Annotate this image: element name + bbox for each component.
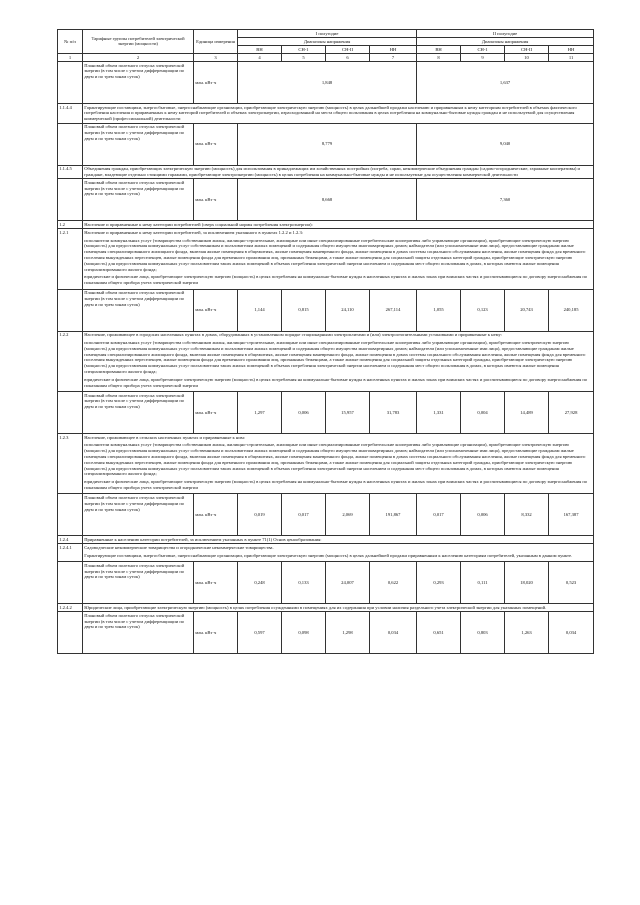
category-text: Юридические лица, приобретающие электрическую энергию (мощность) в целях потребления осужденными в помещениях для их содержания при условии наличия раздельного учета электрической энергии для указанных помещений. <box>83 604 594 612</box>
volume-row <box>58 289 594 331</box>
value-sn1-1: 0,006 <box>282 392 326 434</box>
volume-label: Плановый объем полезного отпуска электрической энергии (в том числе с учетом дифференциации по двум и по трем зонам суток) <box>83 392 194 434</box>
row-number: 1.2.4.2 <box>58 604 83 612</box>
category-text <box>83 331 594 391</box>
value-nn-1: 0,034 <box>370 612 417 654</box>
header-row-1 <box>58 30 594 38</box>
category-paragraph: исполнители коммунальных услуг (товарищества собственников жилья, жилищно-строительные, жилищные или иные специализированные потребительские кооперативы либо управляющие организации), приобретающие электрическую энергию (мощность) для предоставления коммунальных услуг собственникам и пользователям жилых помещений и содержания общего имущества многоквартирных домов; наймодатели (или уполномоченные ими лица), предоставляющие гражданам жилые помещения специализированного жилищного фонда, включая жилые помещения в общежитиях, жилые помещения маневренного фонда, жилые помещения в домах системы социального обслуживания населения, жилые помещения фонда для временного поселения вынужденных переселенцев, жилые помещения фонда для временного проживания лиц, признанных беженцами, а также жилые помещения для социальной защиты отдельных категорий граждан, приобретающие электрическую энергию (мощность) для предоставления коммунальных услуг пользователям таких жилых помещений в объемах потребления электрической энергии населением и содержания мест общего пользования в домах, в которых имеются жилые помещения специализированного жилого фонда; <box>84 442 586 477</box>
unit-cell: млн. кВт·ч <box>194 123 238 165</box>
value-sn2-2: 14,489 <box>505 392 549 434</box>
row-number <box>58 392 83 434</box>
category-text: Население и приравненные к нему категории потребителей (сверх социальной нормы потребления электроэнергии): <box>83 221 594 229</box>
value-vn-1: 0,019 <box>238 494 282 536</box>
header-unit: Единица измерения <box>194 30 238 54</box>
header-group: Тарифные группы потребителей электрической энергии (мощности) <box>83 30 194 54</box>
value-sn2-2: 18,020 <box>505 562 549 604</box>
unit-cell: млн. кВт·ч <box>194 61 238 103</box>
value-nn-2: 27,928 <box>549 392 594 434</box>
category-text: Объединения граждан, приобретающих электрическую энергию (мощность) для использования в принадлежащих им хозяйственных постройках (погреба, сараи, некоммерческие объединения граждан (садово-огороднические, гаражные кооперативы) и граждане, владеющие отдельно стоящими гаражами, приобретающие электроэнергию (мощность) в целях потребления на коммунально-бытовые нужды и не используемые для осуществления коммерческой деятельности <box>83 165 594 179</box>
volume-label: Плановый объем полезного отпуска электрической энергии (в том числе с учетом дифференциации по двум и по трем зонам суток) <box>83 494 194 536</box>
value-sn1-2: 0,123 <box>461 289 505 331</box>
value-vn-2: 0,293 <box>417 562 461 604</box>
header-num: № п/п <box>58 30 83 54</box>
header-nn-1: НН <box>370 45 417 53</box>
row-number <box>58 289 83 331</box>
unit-cell: млн. кВт·ч <box>194 562 238 604</box>
row-number: 1.2.3 <box>58 434 83 494</box>
value-sn2-1: 24,110 <box>326 289 370 331</box>
header-sn2-2: СН-II <box>505 45 549 53</box>
category-row <box>58 165 594 179</box>
column-number-row <box>58 53 594 61</box>
value-sn2-2: 1,263 <box>505 612 549 654</box>
volume-label: Плановый объем полезного отпуска электрической энергии (в том числе с учетом дифференциации по двум и по трем зонам суток) <box>83 179 194 221</box>
row-number: 1.2 <box>58 221 83 229</box>
value-half-1: 8,668 <box>238 179 417 221</box>
category-paragraph: Население, проживающее в сельских населенных пунктах и приравненные к ним: <box>84 434 246 440</box>
category-row <box>58 544 594 562</box>
category-paragraph: юридические и физические лица, приобретающие электрическую энергию (мощность) в целях потребления на коммунально-бытовые нужды в населенных пунктах и жилых зонах при воинских частях и рассчитывающиеся по договору энергоснабжения по показаниям общего прибора учета электрической энергии <box>84 479 588 490</box>
value-half-2: 7,360 <box>417 179 594 221</box>
category-paragraph: Население и приравненные к нему категории потребителей, за исключением указанного в пунктах 1.2.2 и 1.2.3: <box>84 229 304 235</box>
category-text <box>83 544 594 562</box>
volume-row <box>58 494 594 536</box>
value-half-1: 8,779 <box>238 123 417 165</box>
col-number: 2 <box>83 53 194 61</box>
value-half-2: 9,040 <box>417 123 594 165</box>
volume-label: Плановый объем полезного отпуска электрической энергии (в том числе с учетом дифференциации по двум и по трем зонам суток) <box>83 123 194 165</box>
unit-cell: млн. кВт·ч <box>194 612 238 654</box>
value-sn2-1: 15,957 <box>326 392 370 434</box>
row-number: 1.2.2 <box>58 331 83 391</box>
value-sn1-1: 0,098 <box>282 612 326 654</box>
volume-row <box>58 392 594 434</box>
row-number <box>58 612 83 654</box>
row-number: 1.2.1 <box>58 229 83 289</box>
value-vn-2: 1,055 <box>417 289 461 331</box>
value-vn-2: 0,017 <box>417 494 461 536</box>
volume-row <box>58 612 594 654</box>
category-text: Приравненные к населению категории потребителей, за исключением указанных в пункте 71(1) Основ ценообразования: <box>83 536 594 544</box>
category-row <box>58 229 594 289</box>
col-number: 10 <box>505 53 549 61</box>
row-number: 1.2.4.1 <box>58 544 83 562</box>
col-number: 7 <box>370 53 417 61</box>
value-vn-1: 0,597 <box>238 612 282 654</box>
category-text: Гарантирующие поставщики, энергосбытовые, энергоснабжающие организации, приобретающие электрическую энергию (мощность) в целях дальнейшей продажи населению и приравненным к нему категориям потребителей в объемах фактического потребления населения и приравненных к нему категорий потребителей и объемах электроэнергии, израсходованной на места общего пользования в целях потребления на коммунально-бытовые нужды граждан и не используемой для осуществления коммерческой (профессиональной) деятельности <box>83 103 594 123</box>
row-number <box>58 562 83 604</box>
col-number: 8 <box>417 53 461 61</box>
category-row <box>58 604 594 612</box>
row-number: 1.2.4 <box>58 536 83 544</box>
value-sn1-2: 0,004 <box>461 392 505 434</box>
value-vn-2: 0,651 <box>417 612 461 654</box>
header-sn1-2: СН-1 <box>461 45 505 53</box>
category-paragraph: юридические и физические лица, приобретающие электрическую энергию (мощность) в целях потребления на коммунально-бытовые нужды в населенных пунктах и жилых зонах при воинских частях и рассчитывающиеся по договору энергоснабжения по показаниям общего прибора учета электрической энергии <box>84 376 588 388</box>
volume-row <box>58 179 594 221</box>
value-sn1-1: 0,815 <box>282 289 326 331</box>
value-nn-1: 267,114 <box>370 289 417 331</box>
value-sn2-1: 1,298 <box>326 612 370 654</box>
category-paragraph: Садоводческие некоммерческие товарищества и огороднические некоммерческие товарищества. <box>84 544 274 550</box>
header-half-2: II полугодие <box>417 30 594 38</box>
value-vn-1: 0,248 <box>238 562 282 604</box>
value-half-1: 1,848 <box>238 61 417 103</box>
value-nn-1: 31,783 <box>370 392 417 434</box>
header-vn-1: ВН <box>238 45 282 53</box>
row-number: 1.1.4.4 <box>58 103 83 123</box>
category-text <box>83 229 594 289</box>
category-row <box>58 221 594 229</box>
volume-row <box>58 61 594 103</box>
volume-label: Плановый объем полезного отпуска электрической энергии (в том числе с учетом дифференциации по двум и по трем зонам суток) <box>83 61 194 103</box>
col-number: 11 <box>549 53 594 61</box>
header-ranges-1: Диапазоны напряжения <box>238 37 417 45</box>
unit-cell: млн. кВт·ч <box>194 494 238 536</box>
value-nn-1: 191,867 <box>370 494 417 536</box>
category-row <box>58 103 594 123</box>
col-number: 4 <box>238 53 282 61</box>
value-half-2: 1,637 <box>417 61 594 103</box>
category-row <box>58 331 594 391</box>
value-sn1-2: 0,006 <box>461 494 505 536</box>
volume-row <box>58 123 594 165</box>
value-sn2-1: 24,007 <box>326 562 370 604</box>
col-number: 1 <box>58 53 83 61</box>
col-number: 3 <box>194 53 238 61</box>
category-paragraph: Гарантирующие поставщики, энергосбытовые, энергоснабжающие организации, приобретающие электрическую энергию (мощность) в целях дальнейшей продажи приравненным к населению категориям потребителей, указанным в данном пункте. <box>84 552 573 558</box>
category-paragraph: исполнители коммунальных услуг (товарищества собственников жилья, жилищно-строительные, жилищные или иные специализированные потребительские кооперативы либо управляющие организации), приобретающие электрическую энергию (мощность) для предоставления коммунальных услуг собственникам и пользователям жилых помещений и содержания общего имущества многоквартирных домов; наймодатели (или уполномоченные ими лица), предоставляющие гражданам жилые помещения специализированного жилищного фонда, включая жилые помещения в общежитиях, жилые помещения маневренного фонда, жилые помещения в домах системы социального обслуживания населения, жилые помещения фонда для временного поселения вынужденных переселенцев, жилые помещения фонда для временного проживания лиц, признанных беженцами, а также жилые помещения для социальной защиты отдельных категорий граждан, приобретающие электрическую энергию (мощность) для предоставления коммунальных услуг пользователям таких жилых помещений в объемах потребления электрической энергии населением и содержания мест общего пользования в домах, в которых имеются жилые помещения специализированного жилого фонда; <box>84 237 586 272</box>
value-sn1-2: 0,111 <box>461 562 505 604</box>
col-number: 6 <box>326 53 370 61</box>
header-ranges-2: Диапазоны напряжения <box>417 37 594 45</box>
row-number <box>58 179 83 221</box>
value-nn-2: 240,185 <box>549 289 594 331</box>
value-vn-2: 1,331 <box>417 392 461 434</box>
row-number: 1.1.4.5 <box>58 165 83 179</box>
volume-label: Плановый объем полезного отпуска электрической энергии (в том числе с учетом дифференциации по двум и по трем зонам суток) <box>83 612 194 654</box>
value-nn-2: 167,387 <box>549 494 594 536</box>
category-paragraph: Население, проживающее в городских населенных пунктах в домах, оборудованных в установленном порядке стационарными электроплитами и (или) электроотопительными установками и приравненные к нему: <box>84 332 503 338</box>
category-row <box>58 434 594 494</box>
header-nn-2: НН <box>549 45 594 53</box>
unit-cell: млн. кВт·ч <box>194 289 238 331</box>
category-row <box>58 536 594 544</box>
row-number <box>58 494 83 536</box>
volume-row <box>58 562 594 604</box>
header-sn1-1: СН-1 <box>282 45 326 53</box>
unit-cell: млн. кВт·ч <box>194 179 238 221</box>
value-vn-1: 1,144 <box>238 289 282 331</box>
header-vn-2: ВН <box>417 45 461 53</box>
value-nn-2: 0,523 <box>549 562 594 604</box>
row-number <box>58 123 83 165</box>
value-sn2-2: 20,743 <box>505 289 549 331</box>
value-sn1-1: 0,133 <box>282 562 326 604</box>
volume-label: Плановый объем полезного отпуска электрической энергии (в том числе с учетом дифференциации по двум и по трем зонам суток) <box>83 562 194 604</box>
value-sn2-1: 2,069 <box>326 494 370 536</box>
value-vn-1: 1,297 <box>238 392 282 434</box>
row-number <box>58 61 83 103</box>
header-half-1: I полугодие <box>238 30 417 38</box>
tariff-table <box>57 29 594 654</box>
header-sn2-1: СН-II <box>326 45 370 53</box>
value-sn2-2: 8,332 <box>505 494 549 536</box>
value-sn1-2: 0,803 <box>461 612 505 654</box>
value-nn-1: 0,622 <box>370 562 417 604</box>
category-paragraph: исполнители коммунальных услуг (товарищества собственников жилья, жилищно-строительные, жилищные или иные специализированные потребительские кооперативы либо управляющие организации), приобретающие электрическую энергию (мощность) для предоставления коммунальных услуг собственникам и пользователям жилых помещений и содержания общего имущества многоквартирных домов; наймодатели (или уполномоченные ими лица), предоставляющие гражданам жилые помещения специализированного жилищного фонда, включая жилые помещения в общежитиях, жилые помещения маневренного фонда, жилые помещения в домах системы социального обслуживания населения, жилые помещения фонда для временного поселения вынужденных переселенцев, жилые помещения фонда для временного проживания лиц, признанных беженцами, а также жилые помещения для социальной защиты отдельных категорий граждан, приобретающие электрическую энергию (мощность) для предоставления коммунальных услуг пользователям таких жилых помещений в объемах потребления электрической энергии населением и содержания мест общего пользования в домах, в которых имеются жилые помещения специализированного жилого фонда; <box>84 340 586 375</box>
unit-cell: млн. кВт·ч <box>194 392 238 434</box>
volume-label: Плановый объем полезного отпуска электрической энергии (в том числе с учетом дифференциации по двум и по трем зонам суток) <box>83 289 194 331</box>
col-number: 9 <box>461 53 505 61</box>
value-nn-2: 0,034 <box>549 612 594 654</box>
col-number: 5 <box>282 53 326 61</box>
value-sn1-1: 0,017 <box>282 494 326 536</box>
category-paragraph: юридические и физические лица, приобретающие электрическую энергию (мощность) в целях потребления на коммунально-бытовые нужды в населенных пунктах и жилых зонах при воинских частях и рассчитывающиеся по договору энергоснабжения по показаниям общего прибора учета электрической энергии <box>84 274 588 286</box>
category-text <box>83 434 594 494</box>
